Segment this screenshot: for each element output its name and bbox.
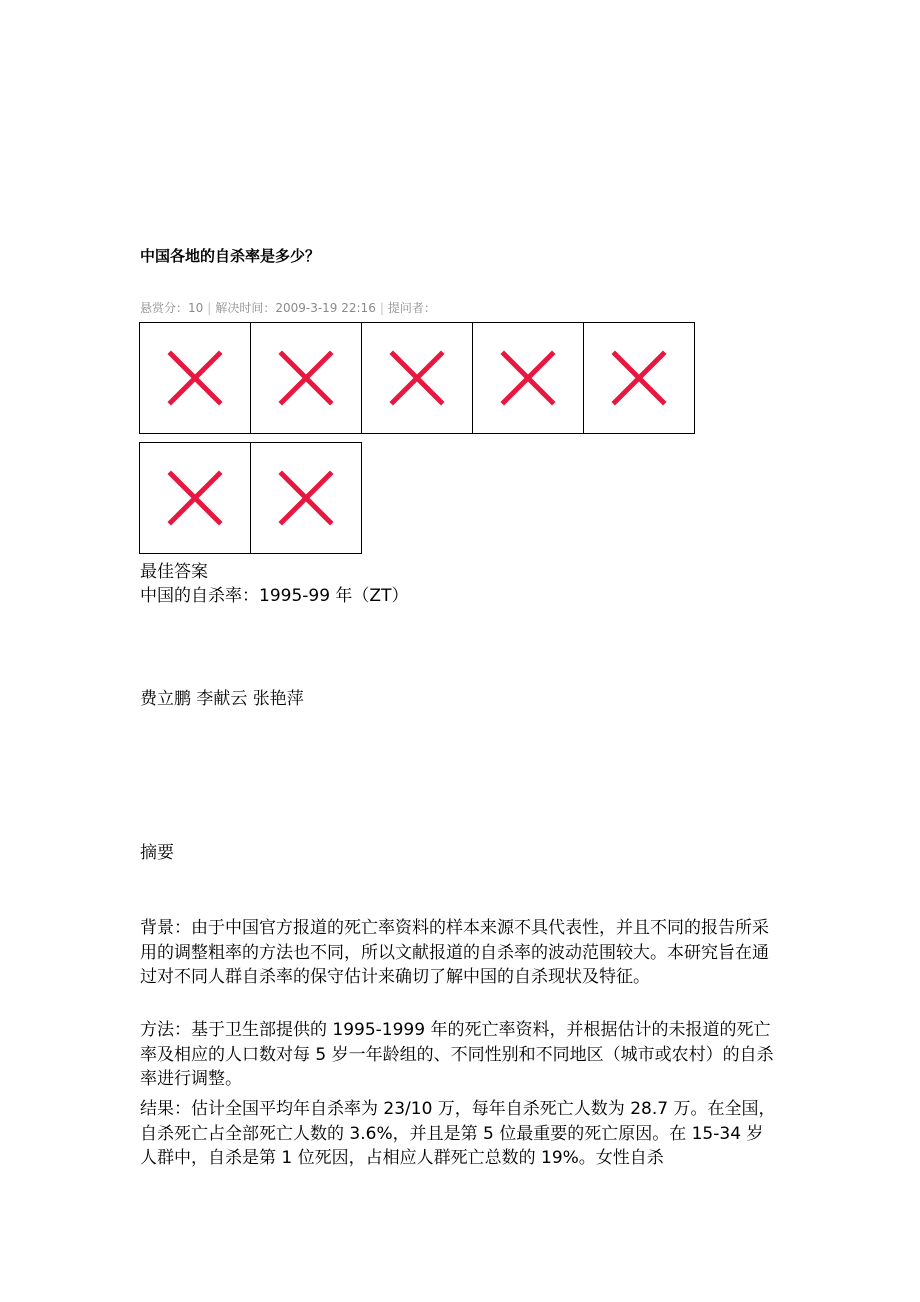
- abstract-results: 结果：估计全国平均年自杀率为 23/10 万，每年自杀死亡人数为 28.7 万。在全国，自杀死亡占全部死亡人数的 3.6%，并且是第 5 位最重要的死亡原因。在 15-34 岁人群中，自杀是第 1 位死因，占相应人群死亡总数的 19%。女性自杀: [140, 1099, 776, 1168]
- resolved-time: 解决时间：2009-3-19 22:16: [215, 301, 376, 315]
- authors: 费立鹏 李献云 张艳萍: [140, 689, 304, 709]
- broken-image-x-icon: [389, 350, 445, 406]
- broken-image: [139, 442, 251, 554]
- broken-image: [250, 322, 362, 434]
- meta-separator: |: [207, 301, 212, 315]
- abstract-heading: 摘要: [140, 843, 174, 863]
- broken-image: [361, 322, 473, 434]
- question-title: 中国各地的自杀率是多少？: [140, 247, 321, 265]
- reward-label: 悬赏分：10: [140, 301, 204, 315]
- abstract-methods: 方法：基于卫生部提供的 1995-1999 年的死亡率资料，并根据估计的未报道的死亡率及相应的人口数对每 5 岁一年龄组的、不同性别和不同地区（城市或农村）的自杀率进行调整。: [140, 1020, 774, 1089]
- broken-image: [139, 322, 251, 434]
- broken-image-x-icon: [167, 350, 223, 406]
- abstract-background: 背景：由于中国官方报道的死亡率资料的样本来源不具代表性，并且不同的报告所采用的调整粗率的方法也不同，所以文献报道的自杀率的波动范围较大。本研究旨在通过对不同人群自杀率的保守估计来确切了解中国的自杀现状及特征。: [140, 918, 769, 987]
- broken-image-x-icon: [500, 350, 556, 406]
- broken-image-x-icon: [278, 470, 334, 526]
- broken-image-x-icon: [611, 350, 667, 406]
- broken-image: [472, 322, 584, 434]
- broken-image: [583, 322, 695, 434]
- broken-image: [250, 442, 362, 554]
- best-answer-heading: 最佳答案: [140, 562, 208, 582]
- meta-separator: |: [379, 301, 384, 315]
- broken-image-x-icon: [278, 350, 334, 406]
- question-meta: [140, 298, 436, 318]
- broken-image-x-icon: [167, 470, 223, 526]
- asker-label: 提问者：: [387, 301, 436, 315]
- paper-title: 中国的自杀率：1995-99 年（ZT）: [140, 586, 409, 606]
